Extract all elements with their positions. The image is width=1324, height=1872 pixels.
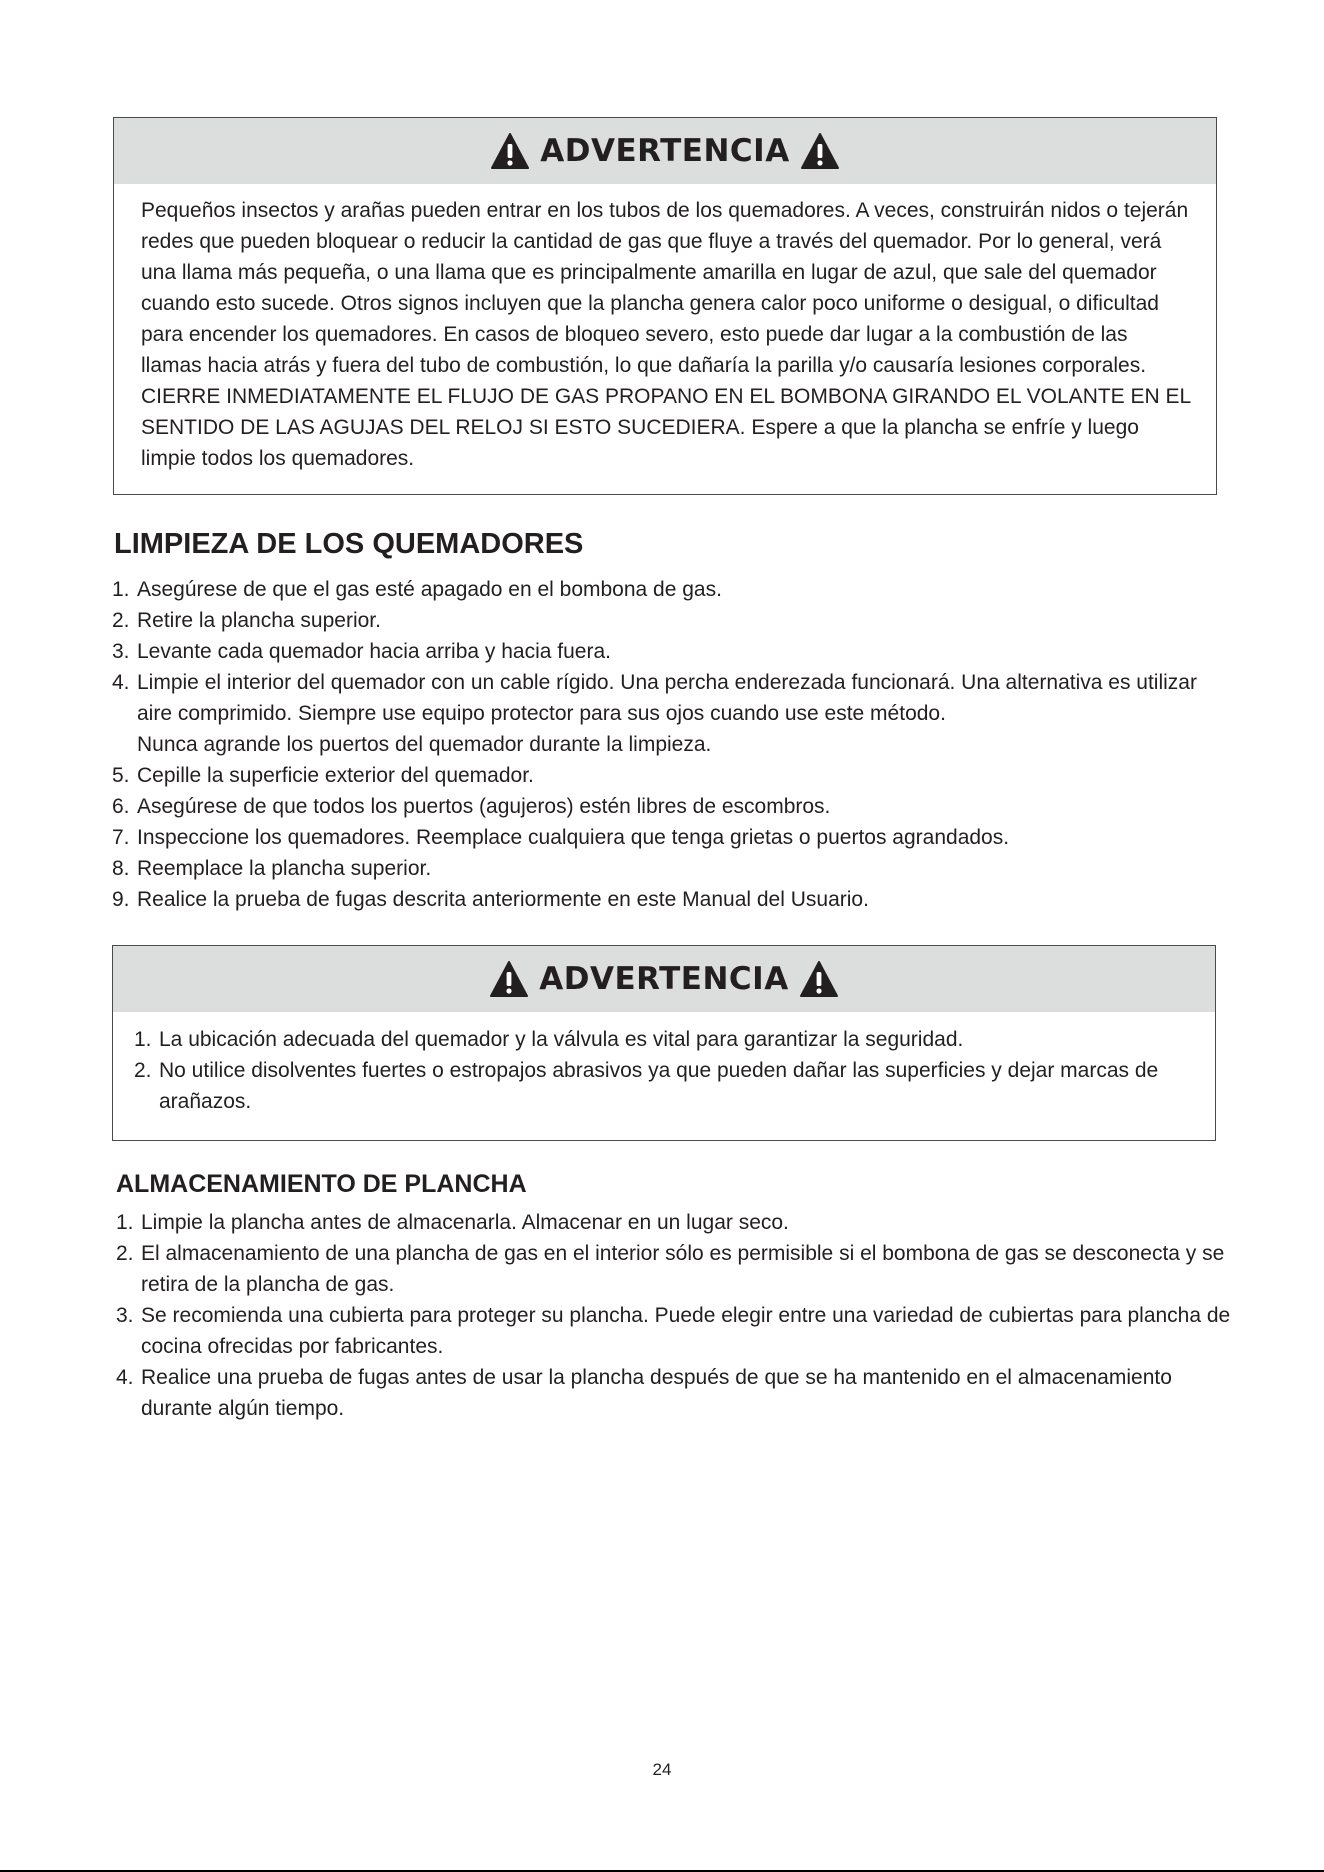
warning-header [114, 118, 1216, 184]
item-number: 2. [134, 1059, 152, 1082]
step-text: Retire la plancha superior. [137, 609, 381, 632]
step-number: 4. [112, 671, 130, 694]
warning-header [113, 946, 1215, 1012]
section-heading-storage: ALMACENAMIENTO DE PLANCHA [116, 1170, 527, 1198]
cleaning-steps-list [112, 574, 1222, 915]
step-text: Realice una prueba de fugas antes de usar la plancha después de que se ha mantenido en el almacenamiento durante algún tiempo. [141, 1366, 1172, 1420]
step-number: 2. [116, 1242, 134, 1265]
warning-title: ADVERTENCIA [539, 961, 789, 997]
list-item [134, 1024, 1191, 1055]
step-number: 3. [116, 1304, 134, 1327]
list-item [112, 667, 1222, 760]
page-number: 24 [652, 1760, 672, 1779]
step-text: Cepille la superficie exterior del quemador. [137, 764, 534, 787]
warning-body-text: Pequeños insectos y arañas pueden entrar en los tubos de los quemadores. A veces, construirán nidos o tejerán redes que pueden bloquear o reducir la cantidad de gas que fluye a través del quemador. Por lo general, verá una llama más pequeña, o una llama que es principalmente amarilla en lugar de azul, que sale del quemador cuando esto sucede. Otros signos incluyen que la plancha genera calor poco uniforme o desigual, o dificultad para encender los quemadores. En casos de bloqueo severo, esto puede dar lugar a la combustión de las llamas hacia atrás y fuera del tubo de combustión, lo que dañaría la parilla y/o causaría lesiones corporales. CIERRE INMEDIATAMENTE EL FLUJO DE GAS PROPANO EN EL BOMBONA GIRANDO EL VOLANTE EN EL SENTIDO DE LAS AGUJAS DEL RELOJ SI ESTO SUCEDIERA. Espere a que la plancha se enfríe y luego limpie todos los quemadores. [141, 199, 1191, 470]
list-item [112, 822, 1222, 853]
item-text: No utilice disolventes fuertes o estropajos abrasivos ya que pueden dañar las superficies y dejar marcas de arañazos. [159, 1059, 1159, 1113]
warning-triangle-icon [799, 960, 839, 998]
step-text-group [137, 667, 1222, 760]
warning-box-safety [112, 945, 1216, 1141]
step-number: 7. [112, 826, 130, 849]
step-number: 3. [112, 640, 130, 663]
step-number: 4. [116, 1366, 134, 1389]
list-item [112, 760, 1222, 791]
list-item [116, 1362, 1246, 1424]
warning-box-insects [113, 117, 1217, 495]
step-text: Realice la prueba de fugas descrita anteriormente en este Manual del Usuario. [137, 888, 869, 911]
warning-triangle-icon [800, 132, 840, 170]
list-item [116, 1238, 1246, 1300]
list-item [112, 884, 1222, 915]
step-text: Asegúrese de que el gas esté apagado en el bombona de gas. [137, 578, 722, 601]
step-text: Reemplace la plancha superior. [137, 857, 432, 880]
step-text: El almacenamiento de una plancha de gas en el interior sólo es permisible si el bombona de gas se desconecta y se retira de la plancha de gas. [141, 1242, 1225, 1296]
step-number: 9. [112, 888, 130, 911]
step-text: Se recomienda una cubierta para proteger su plancha. Puede elegir entre una variedad de cubiertas para plancha de cocina ofrecidas por fabricantes. [141, 1304, 1231, 1358]
step-text: Asegúrese de que todos los puertos (agujeros) estén libres de escombros. [137, 795, 831, 818]
item-number: 1. [134, 1028, 152, 1051]
warning-items-list [134, 1024, 1191, 1117]
warning-title: ADVERTENCIA [540, 133, 790, 169]
list-item [116, 1207, 1246, 1238]
list-item [112, 574, 1222, 605]
step-note: Nunca agrande los puertos del quemador durante la limpieza. [137, 733, 712, 756]
storage-steps-list [116, 1207, 1246, 1424]
list-item [112, 791, 1222, 822]
step-text: Levante cada quemador hacia arriba y hacia fuera. [137, 640, 611, 663]
section-heading-cleaning: LIMPIEZA DE LOS QUEMADORES [114, 528, 584, 560]
step-number: 6. [112, 795, 130, 818]
step-text: Inspeccione los quemadores. Reemplace cualquiera que tenga grietas o puertos agrandados. [137, 826, 1010, 849]
warning-body [113, 1012, 1215, 1117]
list-item [112, 605, 1222, 636]
step-number: 1. [116, 1211, 134, 1234]
step-number: 8. [112, 857, 130, 880]
warning-triangle-icon [489, 960, 529, 998]
list-item [112, 853, 1222, 884]
list-item [112, 636, 1222, 667]
step-number: 1. [112, 578, 130, 601]
step-number: 5. [112, 764, 130, 787]
step-text: Limpie el interior del quemador con un cable rígido. Una percha enderezada funcionará. Una alternativa es utilizar aire comprimido. Siempre use equipo protector para sus ojos cuando use este método. [137, 671, 1197, 725]
list-item [134, 1055, 1191, 1117]
list-item [116, 1300, 1246, 1362]
item-text: La ubicación adecuada del quemador y la válvula es vital para garantizar la seguridad. [159, 1028, 964, 1051]
warning-triangle-icon [490, 132, 530, 170]
step-text: Limpie la plancha antes de almacenarla. Almacenar en un lugar seco. [141, 1211, 789, 1234]
step-number: 2. [112, 609, 130, 632]
